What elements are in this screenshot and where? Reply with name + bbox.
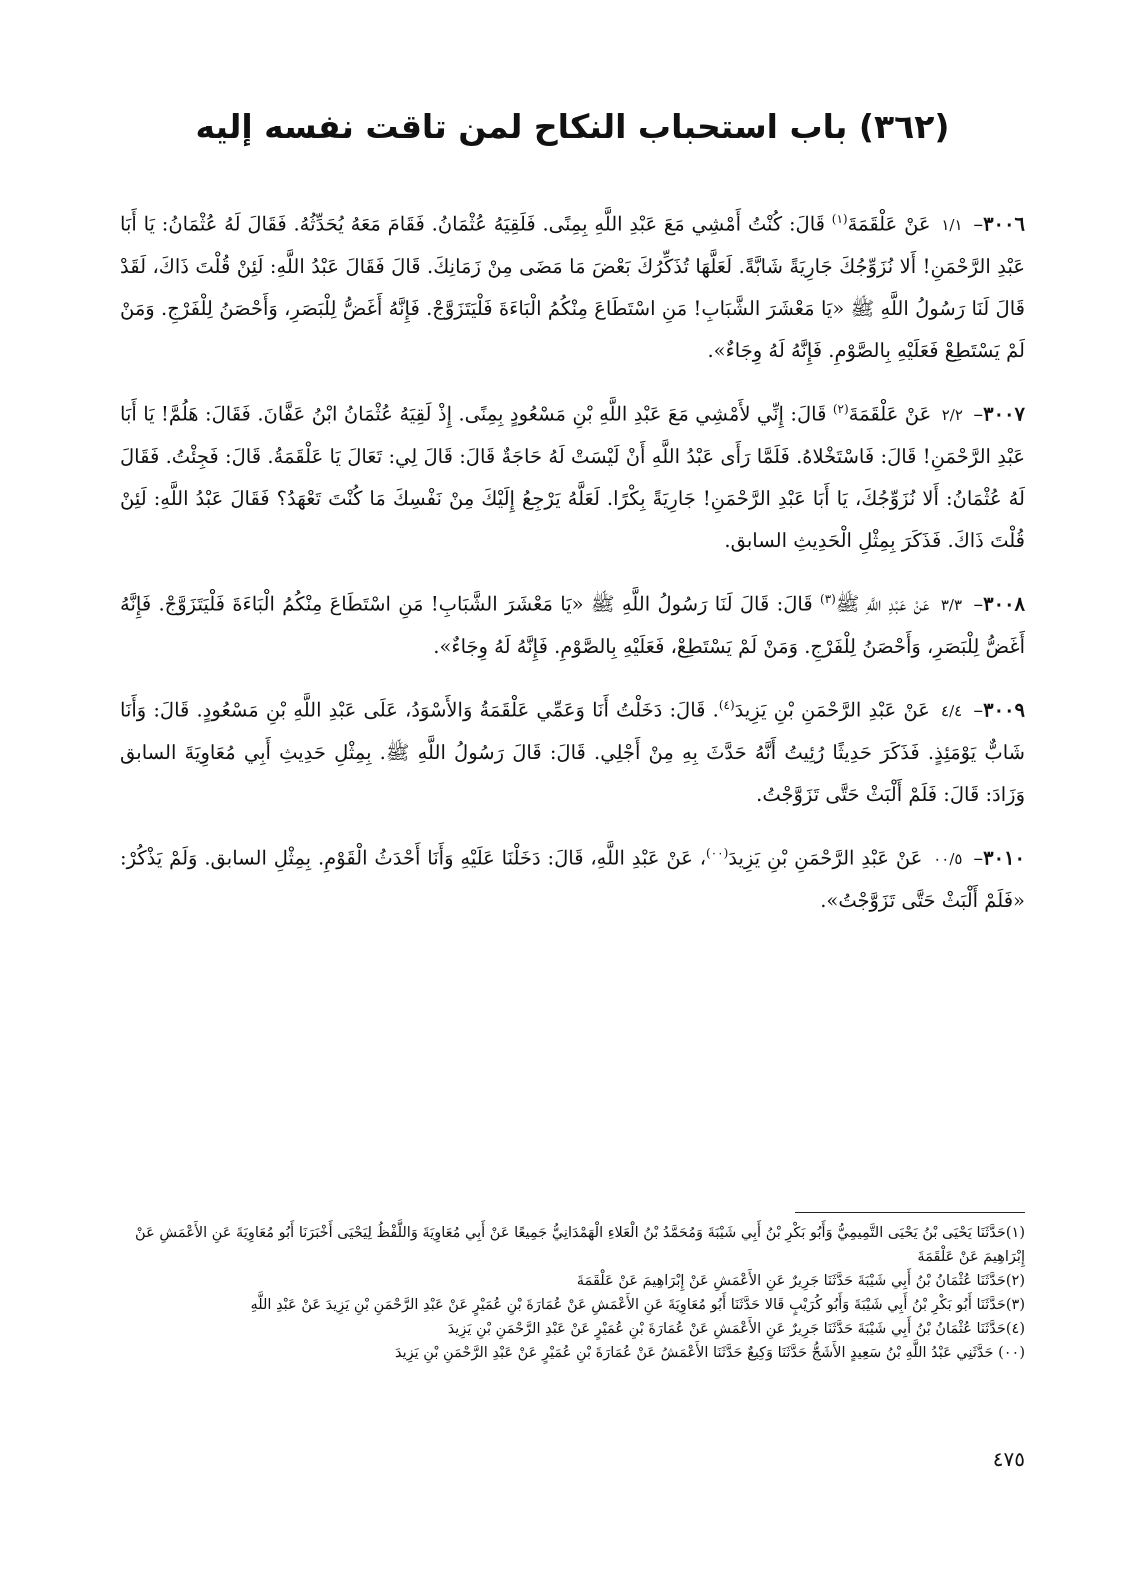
hadith-3008: ٣٠٠٨– ٣/٣ عَنْ عَبْدِ اللَّهِ ﷺ$^{(٣)}$ قَالَ: قَالَ لَنَا رَسُولُ اللَّهِ ﷺ «يَا مَعْشَرَ الشَّبَابِ! مَنِ اسْتَطَاعَ مِنْكُمُ الْبَاءَةَ فَلْيَتَزَوَّجْ. فَإِنَّهُ أَغَضُّ لِلْبَصَرِ، وَأَحْصَنُ لِلْفَرْجِ. وَمَنْ لَمْ يَسْتَطِعْ، فَعَلَيْهِ بِالصَّوْمِ. فَإِنَّهُ لَهُ وِجَاءٌ». xyxy=(120,578,1025,668)
hadith-number: ٣٠٠٧ xyxy=(983,402,1025,426)
page-number: ٤٧٥ xyxy=(992,1447,1025,1471)
hadith-number: ٣٠١٠ xyxy=(983,846,1025,870)
footnote-5: (٠٠) حَدَّثَنِي عَبْدُ اللَّهِ بْنُ سَعِيدٍ الأَشَجُّ حَدَّثَنَا وَكِيعٌ حَدَّثَنَا الأَعْمَشُ عَنْ عُمَارَةَ بْنِ عُمَيْرٍ عَنْ عَبْدِ الرَّحْمَنِ بْنِ يَزِيدَ xyxy=(395,1345,1025,1361)
footnote-divider xyxy=(795,1212,1025,1213)
book-page xyxy=(120,0,1025,1581)
footnote-2: (٢)حَدَّثَنَا عُثْمَانُ بْنُ أَبِي شَيْبَةَ حَدَّثَنَا جَرِيرٌ عَنِ الأَعْمَشِ عَنْ إِبْرَاهِيمَ عَنْ عَلْقَمَةَ xyxy=(576,1273,1025,1289)
hadith-text: . قَالَ: دَخَلْتُ أَنَا وَعَمِّي عَلْقَمَةُ وَالأَسْوَدُ، عَلَى عَبْدِ اللَّهِ بْنِ مَسْعُودٍ. قَالَ: وَأَنَا شَابٌّ يَوْمَئِذٍ. فَذَكَرَ حَدِيثًا رُئِيتُ أَنَّهُ حَدَّثَ بِهِ مِنْ أَجْلِي. قَالَ: قَالَ رَسُولُ اللَّهِ ﷺ. بِمِثْلِ حَدِيثِ أَبِي مُعَاوِيَةَ السابق وَزَادَ: قَالَ: فَلَمْ أَلْبَثْ حَتَّى تَزَوَّجْتُ. xyxy=(120,698,1025,806)
hadith-narrator: عَنْ عَبْدِ الرَّحْمَنِ بْنِ يَزِيدَ xyxy=(728,846,923,870)
footnote-3: (٣)حَدَّثَنَا أَبُو بَكْرِ بْنُ أَبِي شَيْبَةَ وَأَبُو كُرَيْبٍ قَالا حَدَّثَنَا أَبُو مُعَاوِيَةَ عَنِ الأَعْمَشِ عَنْ عُمَارَةَ بْنِ عُمَيْرٍ عَنْ عَبْدِ الرَّحْمَنِ بْنِ يَزِيدَ عَنْ عَبْدِ اللَّهِ xyxy=(250,1297,1025,1313)
hadith-list xyxy=(120,198,1025,938)
hadith-text: ، عَنْ عَبْدِ اللَّهِ، قَالَ: دَخَلْنَا عَلَيْهِ وَأَنَا أَحْدَثُ الْقَوْمِ. بِمِثْلِ السابق. وَلَمْ يَذْكُرْ: «فَلَمْ أَلْبَثْ حَتَّى تَزَوَّجْتُ». xyxy=(120,846,1025,912)
hadith-3007: ٣٠٠٧– ٢/٢ عَنْ عَلْقَمَةَ$^{(٢)}$ قَالَ: إِنِّي لأَمْشِي مَعَ عَبْدِ اللَّهِ بْنِ مَسْعُودٍ بِمِنًى. إِذْ لَقِيَهُ عُثْمَانُ ابْنُ عَفَّانَ. فَقَالَ: هَلُمَّ! يَا أَبَا عَبْدِ الرَّحْمَنِ! قَالَ: فَاسْتَخْلاهُ. فَلَمَّا رَأَى عَبْدُ اللَّهِ أَنْ لَيْسَتْ لَهُ حَاجَةٌ قَالَ: قَالَ لِي: تَعَالَ يَا عَلْقَمَةُ. قَالَ: فَجِئْتُ. فَقَالَ لَهُ عُثْمَانُ: أَلا نُزَوِّجُكَ، يَا أَبَا عَبْدِ الرَّحْمَنِ! جَارِيَةً بِكْرًا. لَعَلَّهُ يَرْجِعُ إِلَيْكَ مِنْ نَفْسِكَ مَا كُنْتَ تَعْهَدُ؟ فَقَالَ عَبْدُ اللَّهِ: لَئِنْ قُلْتَ ذَاكَ. فَذَكَرَ بِمِثْلِ الْحَدِيثِ السابق. xyxy=(120,388,1025,562)
hadith-3010: ٣٠١٠– ٠٠/٥ عَنْ عَبْدِ الرَّحْمَنِ بْنِ يَزِيدَ$^{(٠٠)}$، عَنْ عَبْدِ اللَّهِ، قَالَ: دَخَلْنَا عَلَيْهِ وَأَنَا أَحْدَثُ الْقَوْمِ. بِمِثْلِ السابق. وَلَمْ يَذْكُرْ: «فَلَمْ أَلْبَثْ حَتَّى تَزَوَّجْتُ». xyxy=(120,832,1025,922)
hadith-narrator: عَنْ عَبْدِ اللَّهِ ﷺ xyxy=(835,592,930,616)
footnote-ref: (٤) xyxy=(718,698,735,712)
hadith-sub-number: ٤/٤ xyxy=(941,702,963,720)
chapter-title: (٣٦٢) باب استحباب النكاح لمن تاقت نفسه إليه xyxy=(195,107,950,146)
hadith-sub-number: ١/١ xyxy=(941,216,963,234)
hadith-text: قَالَ: إِنِّي لأَمْشِي مَعَ عَبْدِ اللَّهِ بْنِ مَسْعُودٍ بِمِنًى. إِذْ لَقِيَهُ عُثْمَانُ ابْنُ عَفَّانَ. فَقَالَ: هَلُمَّ! يَا أَبَا عَبْدِ الرَّحْمَنِ! قَالَ: فَاسْتَخْلاهُ. فَلَمَّا رَأَى عَبْدُ اللَّهِ أَنْ لَيْسَتْ لَهُ حَاجَةٌ قَالَ: قَالَ لِي: تَعَالَ يَا عَلْقَمَةُ. قَالَ: فَجِئْتُ. فَقَالَ لَهُ عُثْمَانُ: أَلا نُزَوِّجُكَ، يَا أَبَا عَبْدِ الرَّحْمَنِ! جَارِيَةً بِكْرًا. لَعَلَّهُ يَرْجِعُ إِلَيْكَ مِنْ نَفْسِكَ مَا كُنْتَ تَعْهَدُ؟ فَقَالَ عَبْدُ اللَّهِ: لَئِنْ قُلْتَ ذَاكَ. فَذَكَرَ بِمِثْلِ الْحَدِيثِ السابق. xyxy=(120,402,1025,552)
hadith-number: ٣٠٠٦ xyxy=(983,212,1025,236)
hadith-3009: ٣٠٠٩– ٤/٤ عَنْ عَبْدِ الرَّحْمَنِ بْنِ يَزِيدَ$^{(٤)}$. قَالَ: دَخَلْتُ أَنَا وَعَمِّي عَلْقَمَةُ وَالأَسْوَدُ، عَلَى عَبْدِ اللَّهِ بْنِ مَسْعُودٍ. قَالَ: وَأَنَا شَابٌّ يَوْمَئِذٍ. فَذَكَرَ حَدِيثًا رُئِيتُ أَنَّهُ حَدَّثَ بِهِ مِنْ أَجْلِي. قَالَ: قَالَ رَسُولُ اللَّهِ ﷺ. بِمِثْلِ حَدِيثِ أَبِي مُعَاوِيَةَ السابق وَزَادَ: قَالَ: فَلَمْ أَلْبَثْ حَتَّى تَزَوَّجْتُ. xyxy=(120,684,1025,816)
hadith-text: قَالَ: كُنْتُ أَمْشِي مَعَ عَبْدِ اللَّهِ بِمِنًى. فَلَقِيَهُ عُثْمَانُ. فَقَامَ مَعَهُ يُحَدِّثُهُ. فَقَالَ لَهُ عُثْمَانُ: يَا أَبَا عَبْدِ الرَّحْمَنِ! أَلا نُزَوِّجُكَ جَارِيَةً شَابَّةً. لَعَلَّهَا تُذَكِّرُكَ بَعْضَ مَا مَضَى مِنْ زَمَانِكَ. قَالَ فَقَالَ عَبْدُ اللَّهِ: لَئِنْ قُلْتَ ذَاكَ، لَقَدْ قَالَ لَنَا رَسُولُ اللَّهِ ﷺ «يَا مَعْشَرَ الشَّبَابِ! مَنِ اسْتَطَاعَ مِنْكُمُ الْبَاءَةَ فَلْيَتَزَوَّجْ. فَإِنَّهُ أَغَضُّ لِلْبَصَرِ، وَأَحْصَنُ لِلْفَرْجِ. وَمَنْ لَمْ يَسْتَطِعْ فَعَلَيْهِ بِالصَّوْمِ. فَإِنَّهُ لَهُ وِجَاءٌ». xyxy=(120,212,1025,362)
hadith-sub-number: ٣/٣ xyxy=(940,596,962,614)
hadith-number: ٣٠٠٨ xyxy=(983,592,1025,616)
hadith-text: قَالَ: قَالَ لَنَا رَسُولُ اللَّهِ ﷺ «يَا مَعْشَرَ الشَّبَابِ! مَنِ اسْتَطَاعَ مِنْكُمُ الْبَاءَةَ فَلْيَتَزَوَّجْ. فَإِنَّهُ أَغَضُّ لِلْبَصَرِ، وَأَحْصَنُ لِلْفَرْجِ. وَمَنْ لَمْ يَسْتَطِعْ، فَعَلَيْهِ بِالصَّوْمِ. فَإِنَّهُ لَهُ وِجَاءٌ». xyxy=(120,592,1025,658)
hadith-sub-number: ٢/٢ xyxy=(941,406,963,424)
footnote-ref: (٢) xyxy=(832,402,849,416)
hadith-narrator: عَنْ عَلْقَمَةَ xyxy=(847,212,931,236)
hadith-sub-number: ٠٠/٥ xyxy=(933,850,963,868)
footnote-ref: (٠٠) xyxy=(706,846,729,860)
footnote-1: (١)حَدَّثَنَا يَحْيَى بْنُ يَحْيَى التَّمِيمِيُّ وَأَبُو بَكْرِ بْنُ أَبِي شَيْبَةَ وَمُحَمَّدُ بْنُ الْعَلاءِ الْهَمْدَانِيُّ جَمِيعًا عَنْ أَبِي مُعَاوِيَةَ وَاللَّفْظُ لِيَحْيَى أَخْبَرَنَا أَبُو مُعَاوِيَةَ عَنِ الأَعْمَشِ عَنْ إِبْرَاهِيمَ عَنْ عَلْقَمَةَ xyxy=(135,1225,1025,1265)
hadith-number: ٣٠٠٩ xyxy=(983,698,1026,722)
hadith-narrator: عَنْ عَبْدِ الرَّحْمَنِ بْنِ يَزِيدَ xyxy=(734,698,930,722)
hadith-narrator: عَنْ عَلْقَمَةَ xyxy=(848,402,932,426)
footnote-ref: (١) xyxy=(831,212,848,226)
footnote-4: (٤)حَدَّثَنَا عُثْمَانُ بْنُ أَبِي شَيْبَةَ حَدَّثَنَا جَرِيرٌ عَنِ الأَعْمَشِ عَنْ عُمَارَةَ بْنِ عُمَيْرٍ عَنْ عَبْدِ الرَّحْمَنِ بْنِ يَزِيدَ xyxy=(447,1321,1025,1337)
footnote-ref: (٣) xyxy=(820,592,836,606)
footnotes-section xyxy=(120,1212,1025,1365)
hadith-3006: ٣٠٠٦– ١/١ عَنْ عَلْقَمَةَ$^{(١)}$ قَالَ: كُنْتُ أَمْشِي مَعَ عَبْدِ اللَّهِ بِمِنًى. فَلَقِيَهُ عُثْمَانُ. فَقَامَ مَعَهُ يُحَدِّثُهُ. فَقَالَ لَهُ عُثْمَانُ: يَا أَبَا عَبْدِ الرَّحْمَنِ! أَلا نُزَوِّجُكَ جَارِيَةً شَابَّةً. لَعَلَّهَا تُذَكِّرُكَ بَعْضَ مَا مَضَى مِنْ زَمَانِكَ. قَالَ فَقَالَ عَبْدُ اللَّهِ: لَئِنْ قُلْتَ ذَاكَ، لَقَدْ قَالَ لَنَا رَسُولُ اللَّهِ ﷺ «يَا مَعْشَرَ الشَّبَابِ! مَنِ اسْتَطَاعَ مِنْكُمُ الْبَاءَةَ فَلْيَتَزَوَّجْ. فَإِنَّهُ أَغَضُّ لِلْبَصَرِ، وَأَحْصَنُ لِلْفَرْجِ. وَمَنْ لَمْ يَسْتَطِعْ فَعَلَيْهِ بِالصَّوْمِ. فَإِنَّهُ لَهُ وِجَاءٌ». xyxy=(120,198,1025,372)
